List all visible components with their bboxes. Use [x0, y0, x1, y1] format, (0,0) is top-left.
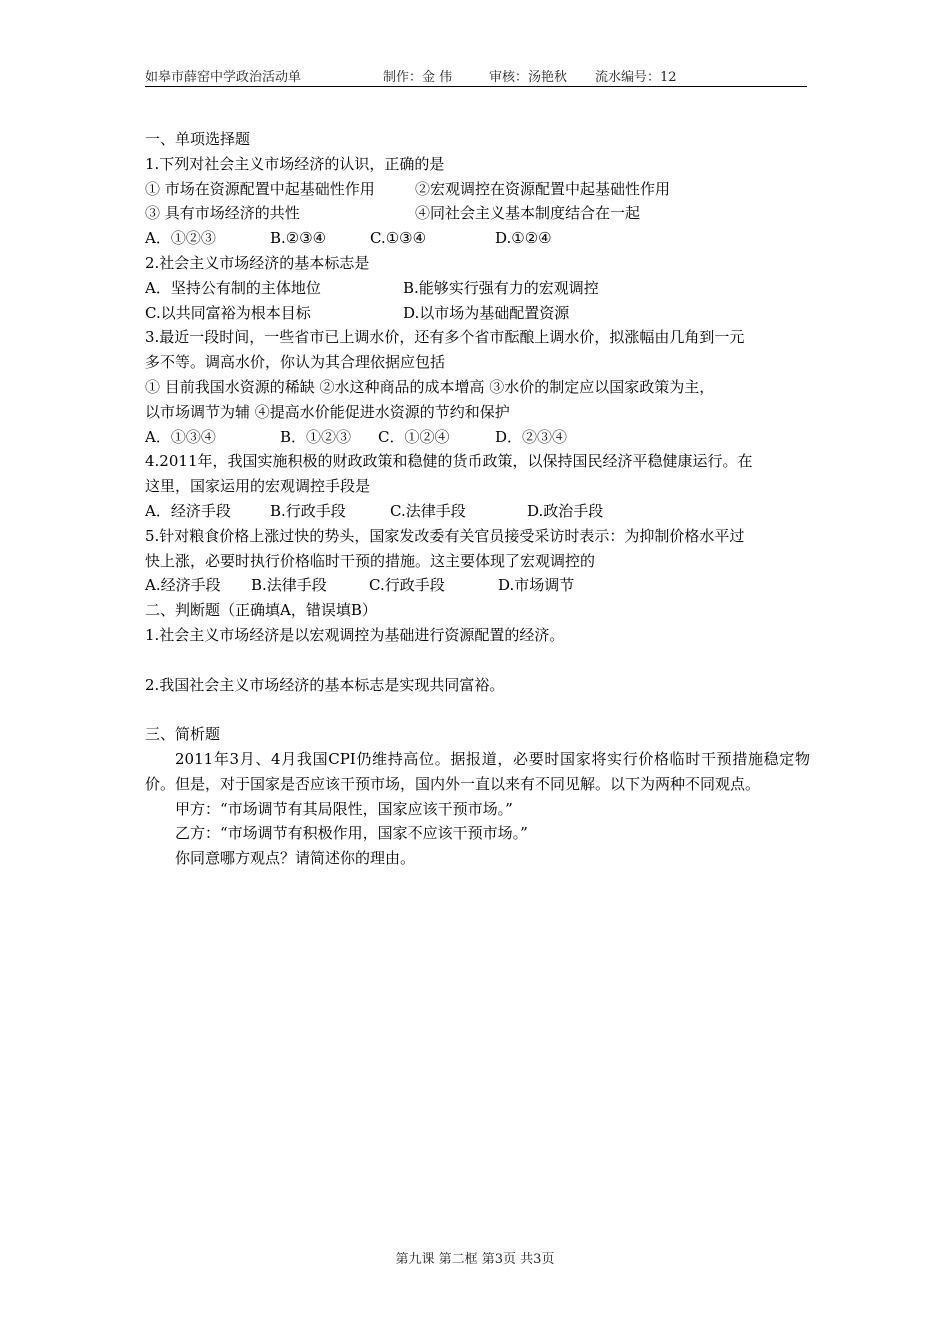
q3-stem-line2: 多不等。调高水价，你认为其合理依据应包括 — [145, 353, 446, 372]
q2-stem: 2.社会主义市场经济的基本标志是 — [145, 253, 370, 272]
q5-stem-line1: 5.针对粮食价格上涨过快的势头，国家发改委有关官员接受采访时表示：为抑制价格水平过 — [145, 526, 745, 545]
page-footer: 第九课 第二框 第3页 共3页 — [395, 1252, 555, 1267]
q1-option-b: B.②③④ — [270, 229, 327, 248]
q1-statement-1: ① 市场在资源配置中起基础性作用 — [145, 179, 375, 198]
worksheet-body — [145, 127, 810, 871]
q2-option-d: D.以市场为基础配置资源 — [403, 303, 570, 322]
q3-option-a: A．①③④ — [145, 427, 216, 446]
q3-stem-line1: 3.最近一段时间，一些省市已上调水价，还有多个省市酝酿上调水价，拟涨幅由几角到一元 — [145, 328, 745, 347]
q3-statements-line2: 以市场调节为辅 ④提高水价能促进水资源的节约和保护 — [145, 402, 510, 421]
q2-option-c: C.以共同富裕为根本目标 — [145, 303, 311, 322]
q4-stem-line1: 4.2011年，我国实施积极的财政政策和稳健的货币政策，以保持国民经济平稳健康运行。在 — [145, 452, 753, 471]
view-b: 乙方：“市场调节有积极作用，国家不应该干预市场。” — [175, 824, 528, 843]
q4-option-d: D.政治手段 — [527, 501, 604, 520]
header-reviewer: 审核：汤艳秋 — [489, 70, 568, 85]
section3-title: 三、简析题 — [145, 725, 221, 744]
q5-option-b: B.法律手段 — [251, 576, 327, 595]
q1-option-a: A．①②③ — [145, 229, 216, 248]
q1-option-d: D.①②④ — [495, 229, 552, 248]
page-header — [145, 66, 807, 87]
q4-option-c: C.法律手段 — [390, 501, 466, 520]
analysis-question: 你同意哪方观点？请简述你的理由。 — [175, 849, 416, 868]
answer-space — [145, 648, 810, 673]
view-a: 甲方：“市场调节有其局限性，国家应该干预市场。” — [175, 799, 513, 818]
q5-options — [145, 573, 810, 598]
q3-option-b: B．①②③ — [280, 427, 352, 446]
q2-option-a: A．坚持公有制的主体地位 — [145, 278, 321, 297]
q2-option-b: B.能够实行强有力的宏观调控 — [403, 278, 599, 297]
q1-statement-2: ②宏观调控在资源配置中起基础性作用 — [415, 179, 671, 198]
q5-option-d: D.市场调节 — [498, 576, 575, 595]
q4-option-a: A．经济手段 — [145, 501, 231, 520]
q1-statement-4: ④同社会主义基本制度结合在一起 — [415, 204, 641, 223]
judge-q1: 1.社会主义市场经济是以宏观调控为基础进行资源配置的经济。 — [145, 625, 565, 644]
header-school: 如皋市薛窑中学政治活动单 — [145, 70, 302, 85]
analysis-paragraph: 2011年3月、4月我国CPI仍维持高位。据报道，必要时国家将实行价格临时干预措施稳定物价。但是，对于国家是否应该干预市场，国内外一直以来有不同见解。以下为两种不同观点。 — [145, 749, 810, 793]
q5-option-a: A.经济手段 — [145, 576, 221, 595]
q4-option-b: B.行政手段 — [270, 501, 346, 520]
judge-q2: 2.我国社会主义市场经济的基本标志是实现共同富裕。 — [145, 675, 505, 694]
q3-option-d: D．②③④ — [495, 427, 568, 446]
section1-title: 一、单项选择题 — [145, 130, 251, 148]
q1-statements-row1 — [145, 177, 810, 202]
q1-options — [145, 226, 810, 251]
q4-options — [145, 499, 810, 524]
section2-title: 二、判断题（正确填A，错误填B） — [145, 601, 377, 620]
q3-options — [145, 425, 810, 450]
q2-options-row1 — [145, 276, 810, 301]
header-author: 制作：金 伟 — [383, 70, 453, 85]
q4-stem-line2: 这里，国家运用的宏观调控手段是 — [145, 477, 371, 496]
q1-stem: 1.下列对社会主义市场经济的认识，正确的是 — [145, 154, 445, 173]
q3-option-c: C．①②④ — [378, 427, 450, 446]
answer-space — [145, 697, 810, 722]
q3-statements-line1: ① 目前我国水资源的稀缺 ②水这种商品的成本增高 ③水价的制定应以国家政策为主， — [145, 377, 715, 396]
q5-stem-line2: 快上涨，必要时执行价格临时干预的措施。这主要体现了宏观调控的 — [145, 551, 596, 570]
q2-options-row2 — [145, 301, 810, 326]
q5-option-c: C.行政手段 — [369, 576, 445, 595]
q1-statements-row2 — [145, 201, 810, 226]
q1-option-c: C.①③④ — [370, 229, 427, 248]
header-serial: 流水编号：12 — [595, 70, 677, 85]
q1-statement-3: ③ 具有市场经济的共性 — [145, 204, 300, 223]
